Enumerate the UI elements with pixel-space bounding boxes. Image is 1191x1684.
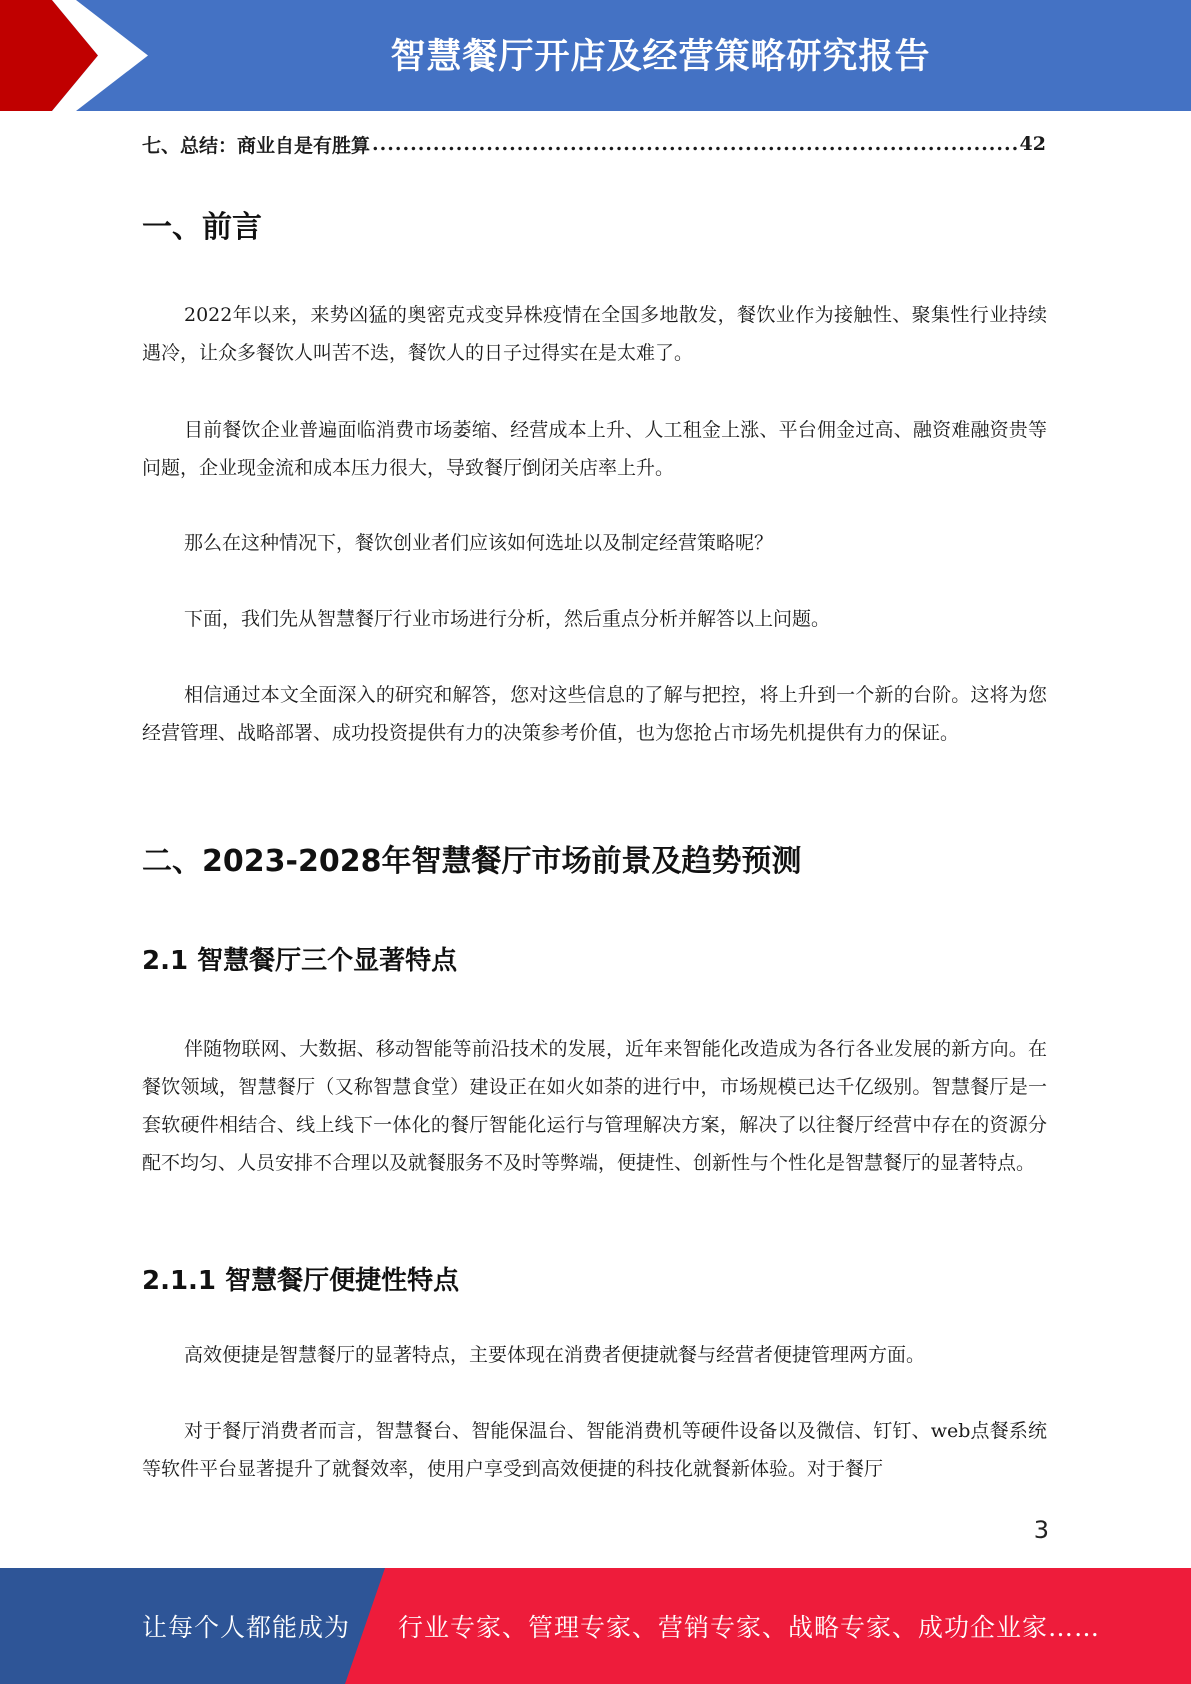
paragraph: 那么在这种情况下，餐饮创业者们应该如何选址以及制定经营策略呢？	[184, 532, 774, 554]
page-header	[0, 0, 1191, 111]
toc-entry-page: 42	[1019, 133, 1046, 155]
toc-entry[interactable]	[142, 128, 1046, 160]
page-number: 3	[1033, 1516, 1049, 1544]
section-heading-market-outlook: 二、2023-2028年智慧餐厅市场前景及趋势预测	[142, 844, 802, 879]
paragraph: 伴随物联网、大数据、移动智能等前沿技术的发展，近年来智能化改造成为各行各业发展的新方向。在餐饮领域，智慧餐厅（又称智慧食堂）建设正在如火如荼的进行中，市场规模已达千亿级别。智慧餐厅是一套软硬件相结合、线上线下一体化的餐厅智能化运行与管理解决方案，解决了以往餐厅经营中存在的资源分配不均匀、人员安排不合理以及就餐服务不及时等弊端，便捷性、创新性与个性化是智慧餐厅的显著特点。	[142, 1038, 1047, 1174]
paragraph: 下面，我们先从智慧餐厅行业市场进行分析，然后重点分析并解答以上问题。	[184, 608, 831, 630]
footer-slogan-right: 行业专家、管理专家、营销专家、战略专家、成功企业家……	[398, 1613, 1101, 1642]
chevron-arrow-icon	[0, 0, 160, 111]
paragraph: 相信通过本文全面深入的研究和解答，您对这些信息的了解与把控，将上升到一个新的台阶。这将为您经营管理、战略部署、成功投资提供有力的决策参考价值，也为您抢占市场先机提供有力的保证。	[142, 684, 1047, 744]
paragraph: 2022年以来，来势凶猛的奥密克戎变异株疫情在全国多地散发，餐饮业作为接触性、聚集性行业持续遇冷，让众多餐饮人叫苦不迭，餐饮人的日子过得实在是太难了。	[142, 304, 1047, 364]
footer-slogan-left: 让每个人都能成为	[142, 1613, 351, 1642]
section-heading-preface: 一、前言	[142, 210, 262, 245]
paragraph: 高效便捷是智慧餐厅的显著特点，主要体现在消费者便捷就餐与经营者便捷管理两方面。	[184, 1344, 926, 1366]
paragraph: 对于餐厅消费者而言，智慧餐台、智能保温台、智能消费机等硬件设备以及微信、钉钉、web点餐系统等软件平台显著提升了就餐效率，使用户享受到高效便捷的科技化就餐新体验。对于餐厅	[142, 1420, 1047, 1480]
toc-leader-dots	[372, 133, 1018, 155]
subsection-heading-features: 2.1 智慧餐厅三个显著特点	[142, 946, 458, 976]
paragraph: 目前餐饮企业普遍面临消费市场萎缩、经营成本上升、人工租金上涨、平台佣金过高、融资难融资贵等问题，企业现金流和成本压力很大，导致餐厅倒闭关店率上升。	[142, 419, 1047, 479]
page-footer	[0, 1568, 1191, 1684]
subsection-heading-convenience: 2.1.1 智慧餐厅便捷性特点	[142, 1266, 460, 1296]
toc-entry-label: 七、总结：商业自是有胜算	[142, 134, 371, 157]
report-title: 智慧餐厅开店及经营策略研究报告	[390, 37, 931, 77]
